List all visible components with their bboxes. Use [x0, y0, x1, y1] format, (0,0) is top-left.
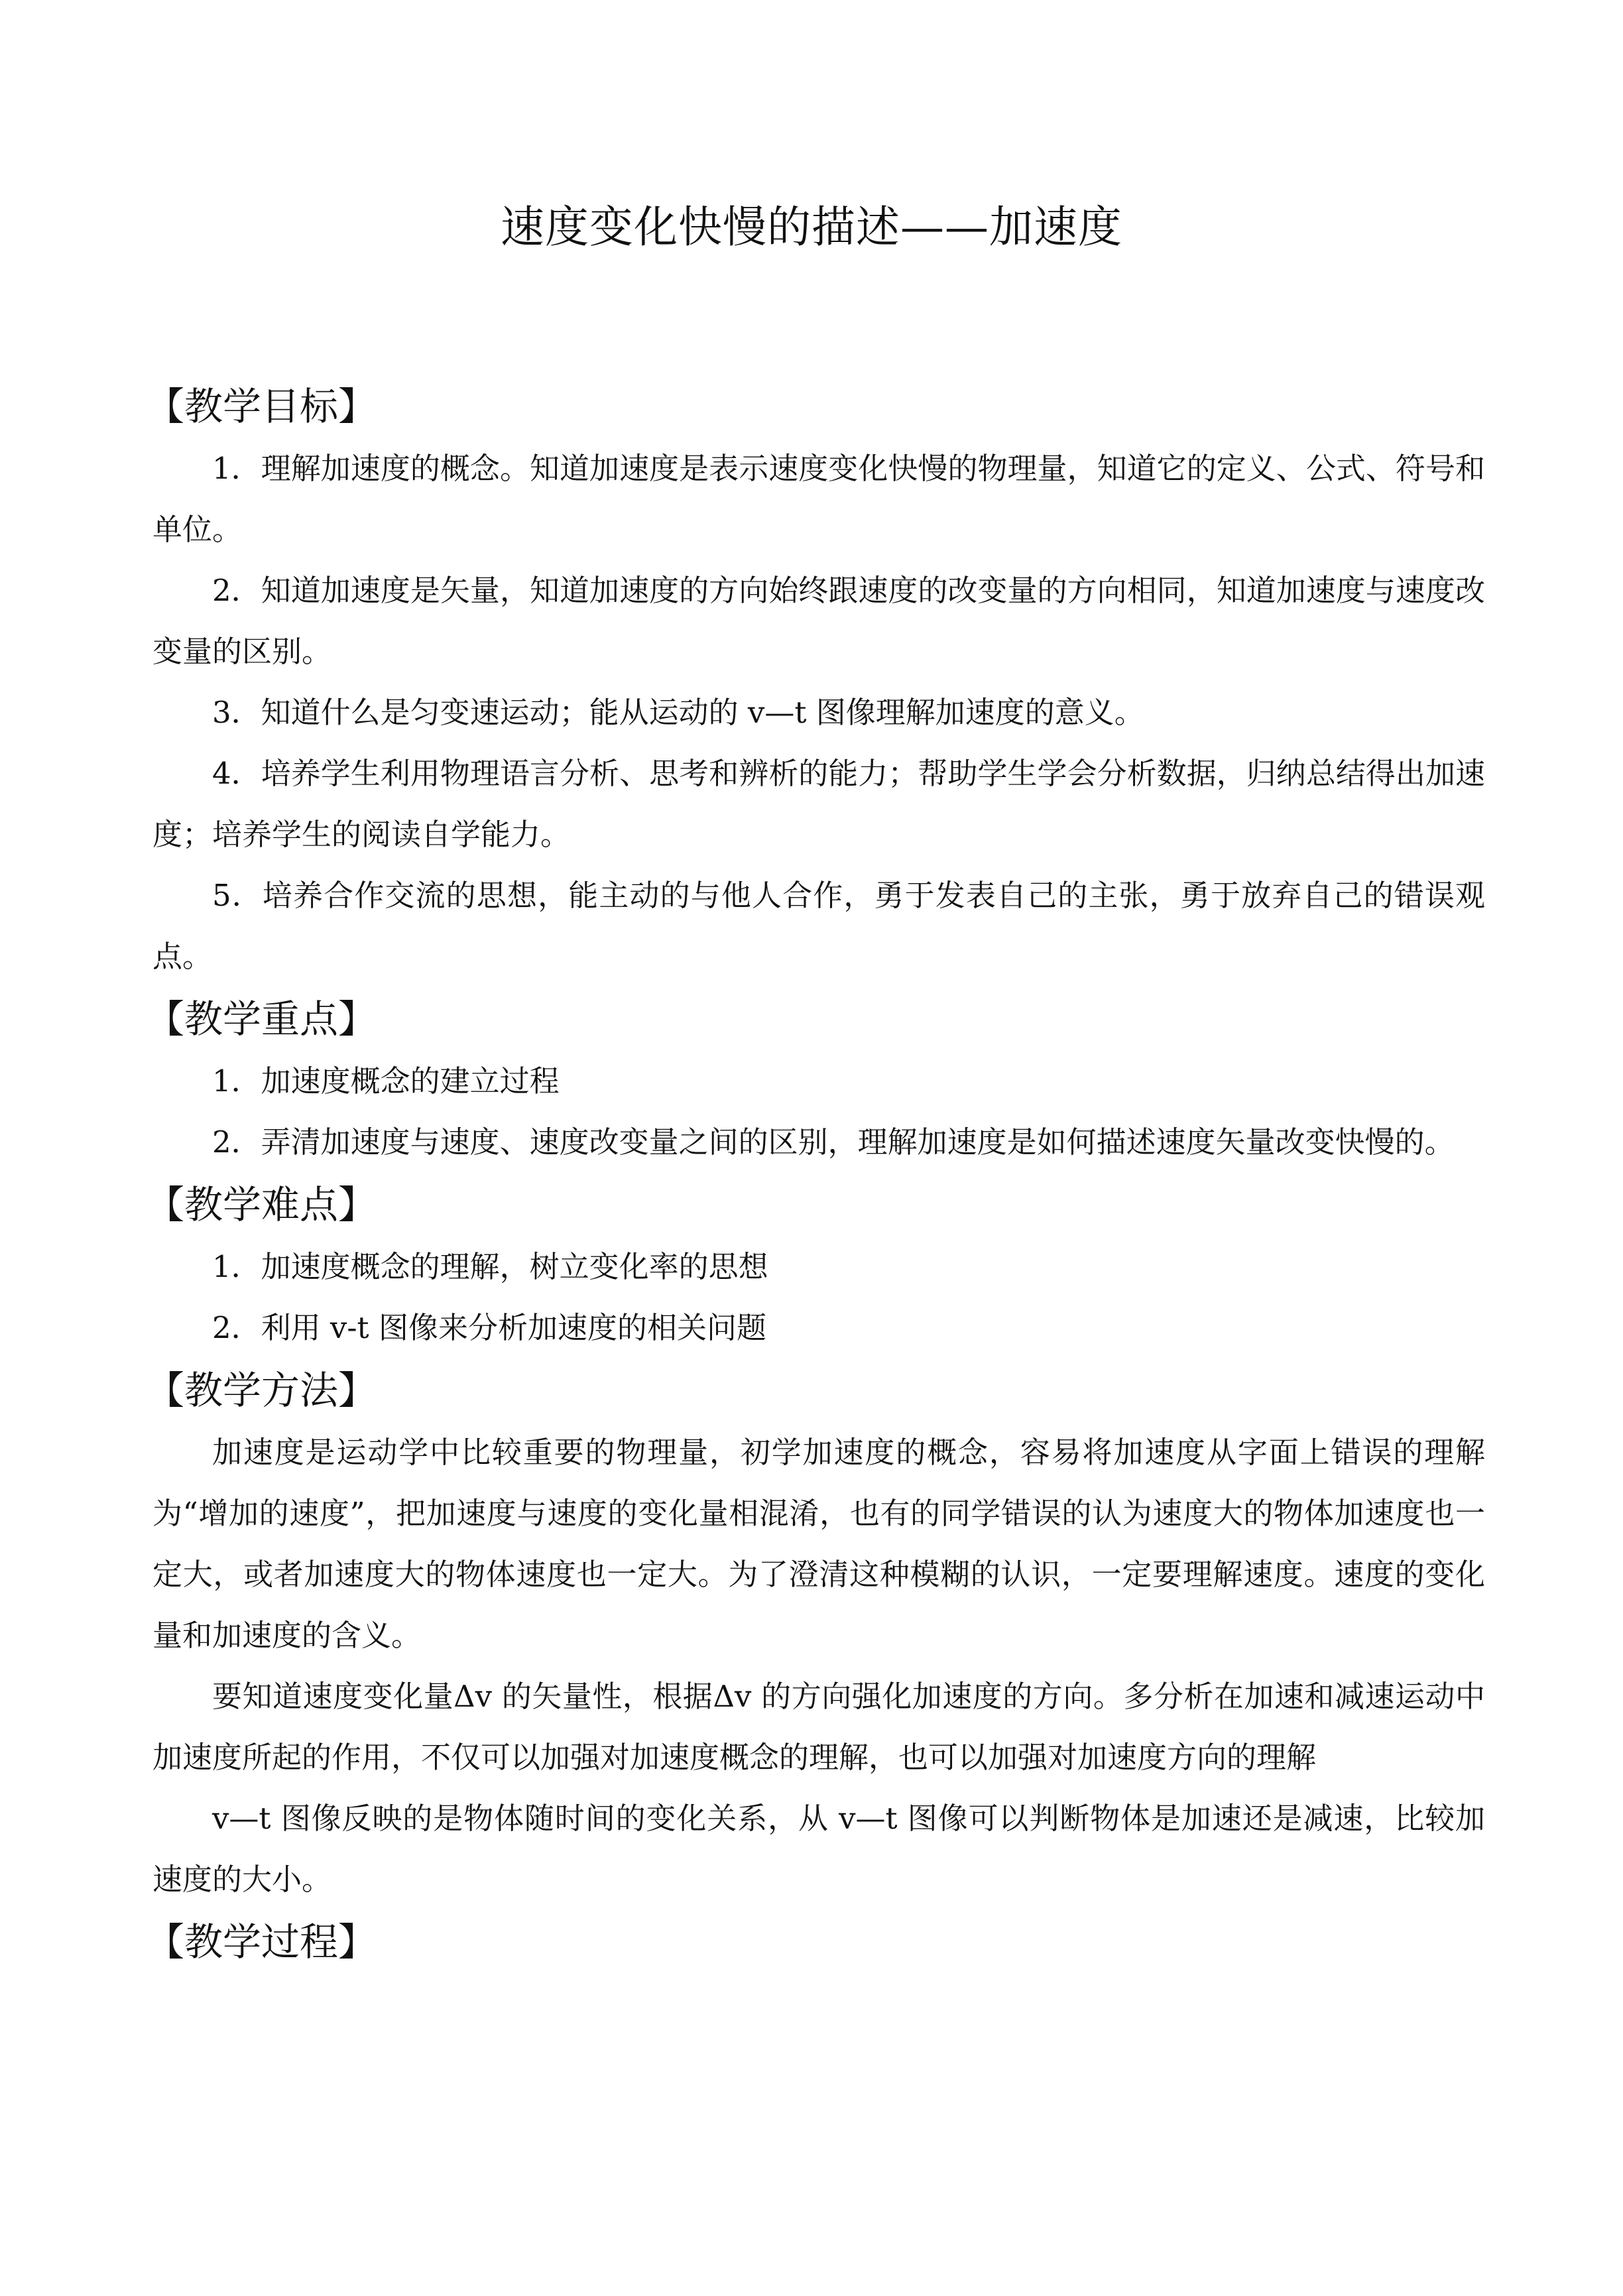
goal-item-1: 1．理解加速度的概念。知道加速度是表示速度变化快慢的物理量，知道它的定义、公式、符号和单位。 — [152, 451, 1485, 547]
method-paragraph-3: v—t 图像反映的是物体随时间的变化关系，从 v—t 图像可以判断物体是加速还是减速，比较加速度的大小。 — [152, 1801, 1485, 1897]
difficulty-item-1: 1．加速度概念的理解，树立变化率的思想 — [212, 1249, 768, 1284]
page-title: 速度变化快慢的描述——加速度 — [501, 202, 1122, 253]
method-paragraph-1: 加速度是运动学中比较重要的物理量，初学加速度的概念，容易将加速度从字面上错误的理解为“增加的速度”，把加速度与速度的变化量相混淆，也有的同学错误的认为速度大的物体加速度也一定大，或者加速度大的物体速度也一定大。为了澄清这种模糊的认识，一定要理解速度。速度的变化量和加速度的含义。 — [152, 1435, 1485, 1653]
section-heading-goals: 【教学目标】 — [146, 384, 377, 429]
section-heading-key-points: 【教学重点】 — [146, 997, 377, 1042]
document-body — [146, 375, 1485, 1974]
goal-item-5: 5．培养合作交流的思想，能主动的与他人合作，勇于发表自己的主张，勇于放弃自己的错误观点。 — [152, 878, 1485, 974]
section-heading-difficulties: 【教学难点】 — [146, 1182, 377, 1227]
goal-item-2: 2．知道加速度是矢量，知道加速度的方向始终跟速度的改变量的方向相同，知道加速度与速度改变量的区别。 — [152, 573, 1485, 669]
method-paragraph-2: 要知道速度变化量Δv 的矢量性，根据Δv 的方向强化加速度的方向。多分析在加速和减速运动中加速度所起的作用，不仅可以加强对加速度概念的理解，也可以加强对加速度方向的理解 — [152, 1679, 1485, 1775]
goal-item-3: 3．知道什么是匀变速运动；能从运动的 v—t 图像理解加速度的意义。 — [212, 695, 1144, 730]
goal-item-4: 4．培养学生利用物理语言分析、思考和辨析的能力；帮助学生学会分析数据，归纳总结得出加速度；培养学生的阅读自学能力。 — [152, 756, 1485, 852]
key-point-item-2: 2．弄清加速度与速度、速度改变量之间的区别，理解加速度是如何描述速度矢量改变快慢的。 — [212, 1124, 1455, 1160]
section-heading-process: 【教学过程】 — [146, 1919, 377, 1964]
difficulty-item-2: 2．利用 v-t 图像来分析加速度的相关问题 — [212, 1310, 766, 1345]
key-point-item-1: 1．加速度概念的建立过程 — [212, 1063, 560, 1099]
section-heading-methods: 【教学方法】 — [146, 1368, 377, 1413]
